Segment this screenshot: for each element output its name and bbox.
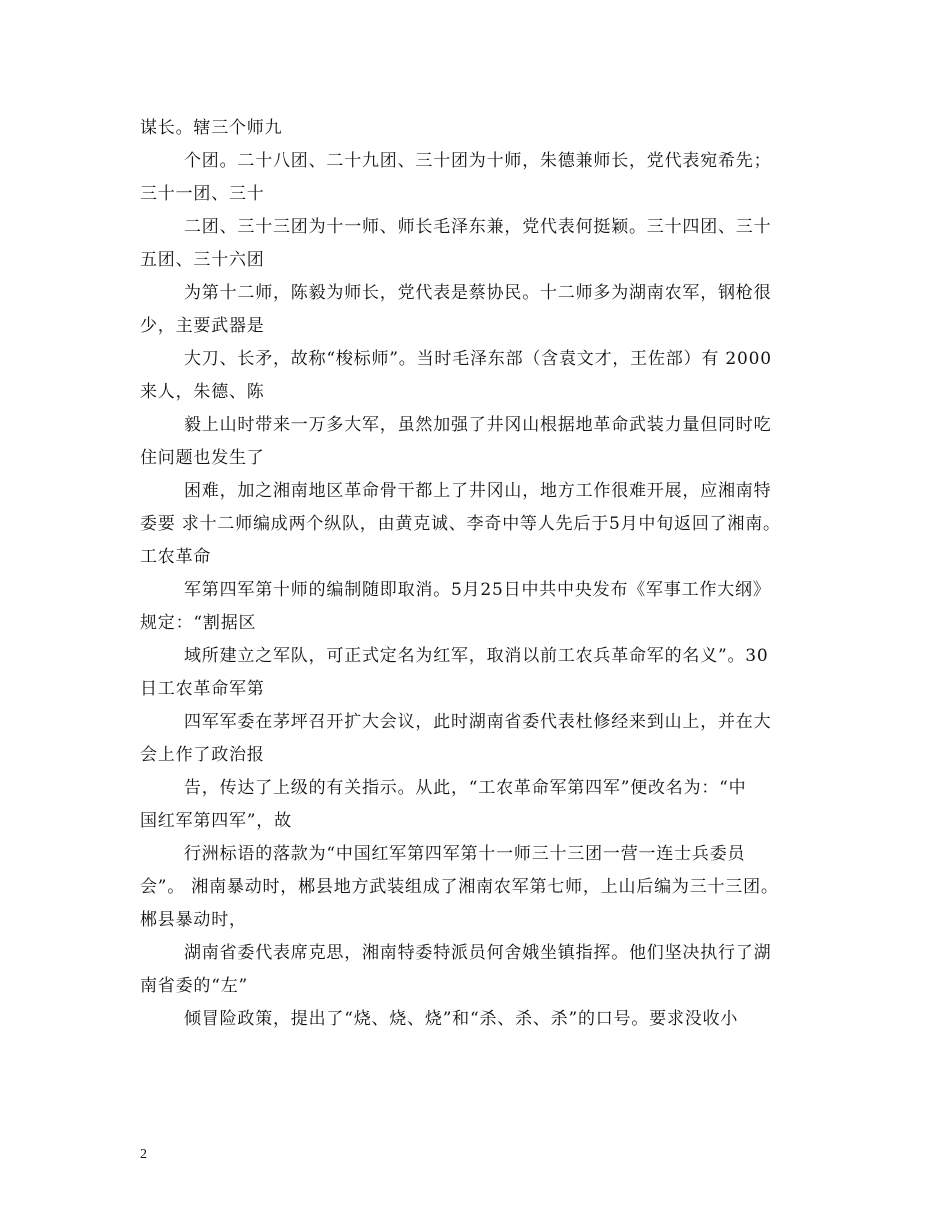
text-line: 大刀、长矛，故称“梭标师”。当时毛泽东部（含袁文才，王佐部）有 2000 <box>184 349 772 369</box>
text-line: 个团。二十八团、二十九团、三十团为十师，朱德兼师长，党代表宛希先； <box>184 151 772 171</box>
text-line: 会上作了政治报 <box>140 745 265 765</box>
body-text <box>140 112 830 1036</box>
text-line: 国红军第四军”，故 <box>140 811 292 831</box>
text-line: 少，主要武器是 <box>140 316 265 336</box>
text-line: 郴县暴动时， <box>140 910 247 930</box>
text-line: 二团、三十三团为十一师、师长毛泽东兼，党代表何挺颖。三十四团、三十 <box>184 217 772 237</box>
text-line: 委要 求十二师编成两个纵队，由黄克诚、李奇中等人先后于5月中旬返回了湘南。 <box>140 514 781 534</box>
text-line: 四军军委在茅坪召开扩大会议，此时湖南省委代表杜修经来到山上，并在大 <box>184 712 772 732</box>
text-line: 会”。 湘南暴动时，郴县地方武装组成了湘南农军第七师，上山后编为三十三团。 <box>140 877 779 897</box>
text-line: 南省委的“左” <box>140 976 248 996</box>
text-line: 毅上山时带来一万多大军，虽然加强了井冈山根据地革命武装力量但同时吃 <box>184 415 772 435</box>
text-line: 三十一团、三十 <box>140 184 265 204</box>
text-line: 倾冒险政策，提出了“烧、烧、烧”和“杀、杀、杀”的口号。要求没收小 <box>184 1009 739 1029</box>
text-line: 行洲标语的落款为“中国红军第四军第十一师三十三团一营一连士兵委员 <box>184 844 746 864</box>
text-line: 日工农革命军第 <box>140 679 265 699</box>
text-line: 来人，朱德、陈 <box>140 382 265 402</box>
text-line: 域所建立之军队，可正式定名为红军，取消以前工农兵革命军的名义”。30 <box>184 646 769 666</box>
text-line: 工农革命 <box>140 547 212 567</box>
text-line: 军第四军第十师的编制随即取消。5月25日中共中央发布《军事工作大纲》 <box>184 580 771 600</box>
text-line: 规定：“割据区 <box>140 613 257 633</box>
text-line: 告，传达了上级的有关指示。从此，“工农革命军第四军”便改名为：“中 <box>184 778 747 798</box>
text-line: 困难，加之湘南地区革命骨干都上了井冈山，地方工作很难开展，应湘南特 <box>184 481 772 501</box>
text-line: 谋长。辖三个师九 <box>140 118 283 138</box>
text-line: 为第十二师，陈毅为师长，党代表是蔡协民。十二师多为湖南农军，钢枪很 <box>184 283 772 303</box>
text-line: 住问题也发生了 <box>140 448 265 468</box>
text-line: 五团、三十六团 <box>140 250 265 270</box>
text-line: 湖南省委代表席克思，湘南特委特派员何舍娥坐镇指挥。他们坚决执行了湖 <box>184 943 772 963</box>
page-number: 2 <box>140 1147 147 1162</box>
